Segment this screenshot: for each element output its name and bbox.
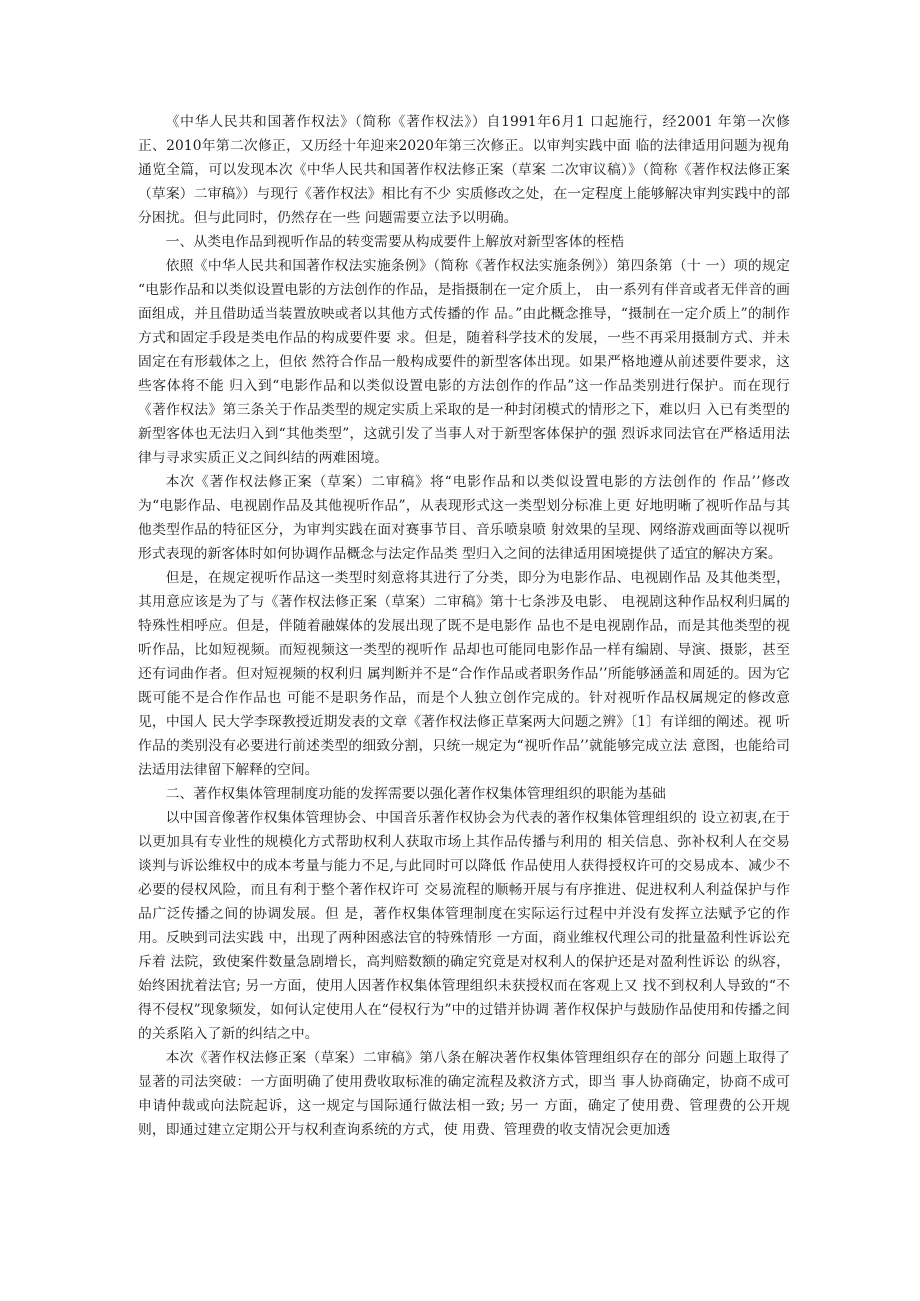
document-body bbox=[138, 110, 790, 1142]
paragraph-2-2: 本次《著作权法修正案（草案）二审稿》第八条在解决著作权集体管理组织存在的部分 问题上取得了显著的司法突破：一方面明确了使用费收取标准的确定流程及救济方式，即当 事人协商确定，协商不成可申请仲裁或向法院起诉，这一规定与国际通行做法相一致; 另一 方面，确定了使用费、管理费的公开规则，即通过建立定期公开与权利查询系统的方式，使 用费、管理费的收支情况会更加透 bbox=[138, 1050, 790, 1138]
section-heading-1: 一、从类电作品到视听作品的转变需要从构成要件上解放对新型客体的桎梏 bbox=[165, 234, 625, 250]
paragraph-1-2: 本次《著作权法修正案（草案）二审稿》将“电影作品和以类似设置电影的方法创作的 作品’’修改为“电影作品、电视剧作品及其他视听作品”，从表现形式这一类型划分标准上更 好地明晰了视听作品与其他类型作品的特征区分，为审判实践在面对赛事节目、音乐喷泉喷 射效果的呈现、网络游戏画面等以视听形式表现的新客体时如何协调作品概念与法定作品类 型归入之间的法律适用困境提供了适宜的解决方案。 bbox=[138, 474, 790, 562]
paragraph-1-3: 但是，在规定视听作品这一类型时刻意将其进行了分类，即分为电影作品、电视剧作品 及其他类型，其用意应该是为了与《著作权法修正案（草案）二审稿》第十七条涉及电影、 电视剧这种作品权利归属的特殊性相呼应。但是，伴随着融媒体的发展出现了既不是电影作 品也不是电视剧作品，而是其他类型的视听作品，比如短视频。而短视频这一类型的视听作 品却也可能同电影作品一样有编剧、导演、摄影，甚至还有词曲作者。但对短视频的权利归 属判断并不是“合作作品或者职务作品’’所能够涵盖和周延的。因为它既可能不是合作作品也 可能不是职务作品，而是个人独立创作完成的。针对视听作品权属规定的修改意见，中国人 民大学李琛教授近期发表的文章《著作权法修正草案两大问题之辨》〔1〕有详细的阐述。视 听作品的类别没有必要进行前述类型的细致分割，只统一规定为“视听作品’’就能够完成立法 意图，也能给司法适用法律留下解释的空间。 bbox=[138, 570, 790, 778]
paragraph-1-1: 依照《中华人民共和国著作权法实施条例》（简称《著作权法实施条例》）第四条第（十 一）项的规定 “电影作品和以类似设置电影的方法创作的作品，是指摄制在一定介质上， 由一系列有伴音或者无伴音的画面组成，并且借助适当装置放映或者以其他方式传播的作 品。”由此概念推导，“摄制在一定介质上”的制作方式和固定手段是类电作品的构成要件要 求。但是，随着科学技术的发展，一些不再采用摄制方式、并未固定在有形载体之上，但依 然符合作品一般构成要件的新型客体出现。如果严格地遵从前述要件要求，这些客体将不能 归入到“电影作品和以类似设置电影的方法创作的作品”这一作品类别进行保护。而在现行 《著作权法》第三条关于作品类型的规定实质上采取的是一种封闭模式的情形之下，难以归 入已有类型的新型客体也无法归入到“其他类型”，这就引发了当事人对于新型客体保护的强 烈诉求同法官在严格适用法律与寻求实质正义之间纠结的两难困境。 bbox=[138, 258, 790, 466]
paragraph-2-1: 以中国音像著作权集体管理协会、中国音乐著作权协会为代表的著作权集体管理组织的 设立初衷,在于以更加具有专业性的规模化方式帮助权利人获取市场上其作品传播与利用的 相关信息、弥补权利人在交易谈判与诉讼维权中的成本考量与能力不足,与此同时可以降低 作品使用人获得授权许可的交易成本、减少不必要的侵权风险，而且有利于整个著作权许可 交易流程的顺畅开展与有序推进、促进权利人利益保护与作品广泛传播之间的协调发展。但 是，著作权集体管理制度在实际运行过程中并没有发挥立法赋予它的作用。反映到司法实践 中，出现了两种困惑法官的特殊情形 一方面，商业维权代理公司的批量盈利性诉讼充斥着 法院，致使案件数量急剧增长，高判赔数额的确定究竟是对权利人的保护还是对盈利性诉讼 的纵容，始终困扰着法官; 另一方面，使用人因著作权集体管理组织未获授权而在客观上又 找不到权利人导致的“不得不侵权”现象频发，如何认定使用人在“侵权行为”中的过错并协调 著作权保护与鼓励作品使用和传播之间的关系陷入了新的纠结之中。 bbox=[138, 810, 790, 1042]
section-heading-2: 二、著作权集体管理制度功能的发挥需要以强化著作权集体管理组织的职能为基础 bbox=[165, 786, 666, 802]
paragraph-intro: 《中华人民共和国著作权法》（简称《著作权法》）自1991年6月1 口起施行，经2001 年第一次修正、2010年第二次修正，又历经十年迎来2020年第三次修正。以审判实践中面 临的法律适用问题为视角通览全篇，可以发现本次《中华人民共和国著作权法修正案（草案 二次审议稿）》（简称《著作权法修正案（草案）二审稿》）与现行《著作权法》相比有不少 实质修改之处，在一定程度上能够解决审判实践中的部分困扰。但与此同时，仍然存在一些 问题需要立法予以明确。 bbox=[138, 114, 790, 226]
